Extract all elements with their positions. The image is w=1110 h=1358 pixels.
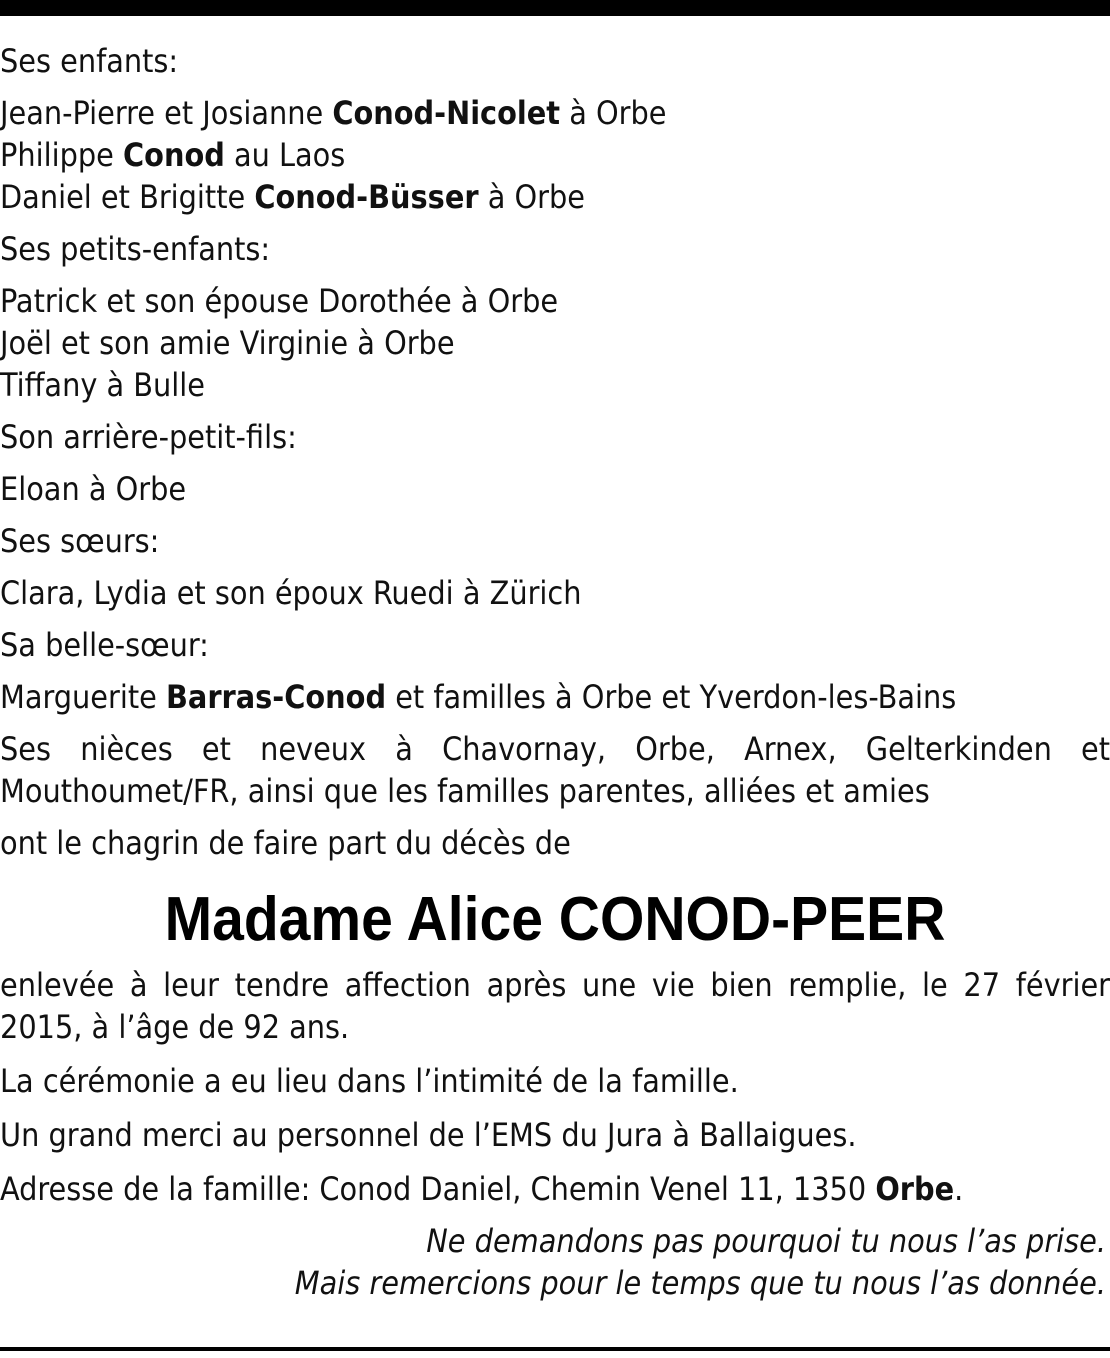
passing-paragraph: [0, 964, 1110, 1048]
sisters-heading: Ses sœurs:: [0, 522, 160, 560]
child-entry: Jean-Pierre et Josianne Conod-Nicolet à Orbe: [0, 94, 667, 132]
sister-in-law-entry: Marguerite Barras-Conod et familles à Orbe et Yverdon-les-Bains: [0, 678, 957, 716]
nieces-line: Mouthoumet/FR, ainsi que les familles parentes, alliées et amies: [0, 772, 930, 810]
family-name: Conod-Nicolet: [332, 94, 561, 132]
family-address: Adresse de la famille: Conod Daniel, Chemin Venel 11, 1350 Orbe.: [0, 1170, 964, 1208]
great-grandson-heading: Son arrière-petit-fils:: [0, 418, 297, 456]
passing-line: enlevée à leur tendre affection après une vie bien remplie, le 27 février: [0, 966, 1110, 1004]
bottom-rule: [0, 1347, 1110, 1351]
family-name: Barras-Conod: [165, 678, 387, 716]
top-rule: [0, 0, 1110, 16]
grandchildren-list: [0, 280, 1110, 406]
grandchild-entry: Joël et son amie Virginie à Orbe: [0, 324, 455, 362]
family-name: Conod-Büsser: [254, 178, 479, 216]
sisters-entry: Clara, Lydia et son époux Ruedi à Zürich: [0, 574, 582, 612]
child-entry: Daniel et Brigitte Conod-Büsser à Orbe: [0, 178, 585, 216]
grandchild-entry: Patrick et son épouse Dorothée à Orbe: [0, 282, 559, 320]
thanks-text: Un grand merci au personnel de l’EMS du Jura à Ballaigues.: [0, 1116, 857, 1154]
deceased-name: Madame Alice CONOD-PEER: [164, 885, 946, 954]
great-grandson-entry: Eloan à Orbe: [0, 470, 187, 508]
closing-quote-line: Ne demandons pas pourquoi tu nous l’as prise.: [426, 1222, 1106, 1260]
ceremony-text: La cérémonie a eu lieu dans l’intimité de la famille.: [0, 1062, 739, 1100]
nieces-nephews-paragraph: [0, 728, 1110, 812]
sister-in-law-heading: Sa belle-sœur:: [0, 626, 209, 664]
children-heading: Ses enfants:: [0, 42, 179, 80]
closing-quote-line: Mais remercions pour le temps que tu nous l’as donnée.: [294, 1264, 1106, 1302]
grandchildren-heading: Ses petits-enfants:: [0, 230, 271, 268]
passing-line: 2015, à l’âge de 92 ans.: [0, 1008, 350, 1046]
children-list: [0, 92, 1110, 218]
child-entry: Philippe Conod au Laos: [0, 136, 346, 174]
family-name: Conod: [123, 136, 225, 174]
nieces-line: Ses nièces et neveux à Chavornay, Orbe, Arnex, Gelterkinden et: [0, 730, 1110, 768]
announcement: ont le chagrin de faire part du décès de: [0, 824, 571, 862]
address-town: Orbe: [875, 1170, 955, 1208]
grandchild-entry: Tiffany à Bulle: [0, 366, 205, 404]
obituary-notice: [0, 40, 1110, 1304]
